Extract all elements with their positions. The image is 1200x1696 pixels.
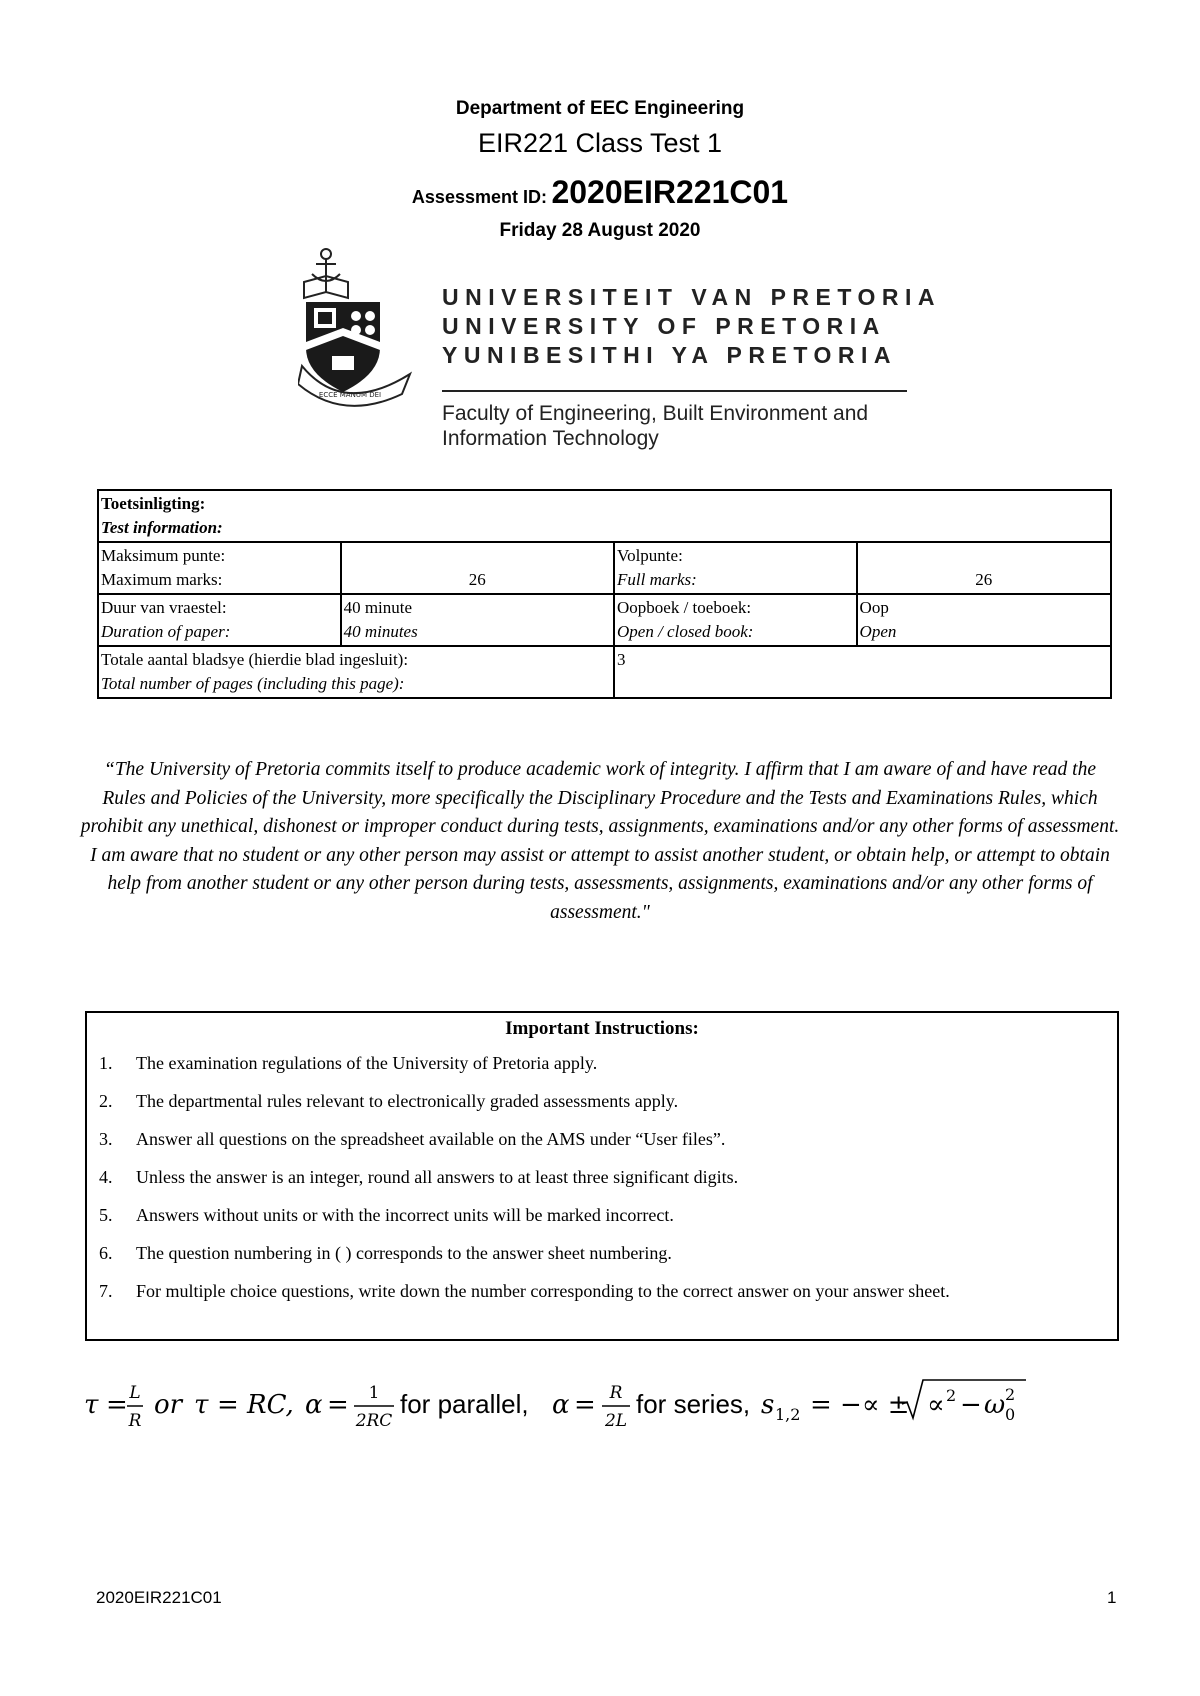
instructions-title: Important Instructions: [505,1018,699,1039]
test-info-heading-en: Test information: [101,518,223,537]
formula-for-series: for series, [636,1389,751,1419]
test-info-heading-af: Toetsinligting: [101,494,206,513]
assessment-id-line [0,174,1200,211]
formula-R-denominator: R [128,1411,142,1431]
formula-2L-denominator: 2L [604,1411,628,1431]
formula-or: or [154,1390,183,1420]
list-item-text: The departmental rules relevant to electronically graded assessments apply. [136,1091,679,1111]
full-marks-label-en: Full marks: [617,570,697,589]
formula-rhs: = −∝ ± [810,1390,910,1420]
table-row [98,490,1111,542]
formula-svg [84,1374,1124,1438]
duration-value-en: 40 minutes [343,622,418,641]
table-cell [98,594,341,646]
max-marks-label-af: Maksimum punte: [101,546,226,565]
formula-RC: RC, [247,1390,294,1420]
formula-one-numerator: 1 [368,1383,380,1403]
course-title: EIR221 Class Test 1 [477,128,723,158]
formula-s-subscript: 1,2 [775,1405,801,1424]
important-instructions-box [85,1011,1119,1341]
formula-omega-superscript: 2 [1005,1385,1016,1404]
university-name-afrikaans: UNIVERSITEIT VAN PRETORIA [442,284,942,310]
list-item [99,1241,1109,1265]
integrity-declaration: “The University of Pretoria commits itself to produce academic work of integrity. I affirm that I am aware of and have read the Rules and Policies of the University, more specifically the Disciplinary Procedure and the Tests and Examinations Rules, which prohibit any unethical, dishonest or improper conduct during tests, assignments, examinations and/or any other forms of assessment. I am aware that no student or any other person may assist or attempt to assist another student, or obtain help, or attempt to obtain help from another student or any other person during tests, assessments, assignments, examinations and/or any other forms of assessment." [80,759,1120,923]
table-row [98,594,1111,646]
test-information-table [97,489,1112,699]
table-row [98,542,1111,594]
formula-omega: ω [984,1390,1006,1420]
faculty-line-2: Information Technology [442,427,659,450]
assessment-id-value: 2020EIR221C01 [551,174,789,210]
pages-label-en: Total number of pages (including this page): [101,674,405,693]
formula-tau: τ [84,1390,99,1420]
list-item-number: 7. [99,1281,113,1301]
table-cell [98,542,341,594]
table-cell [614,542,857,594]
full-marks-label-af: Volpunte: [617,546,683,565]
assessment-id-label: Assessment ID: [411,187,547,207]
duration-label-en: Duration of paper: [101,622,231,641]
duration-value-af: 40 minute [343,598,413,617]
formula-radicand-alpha: ∝ [927,1390,945,1420]
university-crest-logo [298,244,418,412]
list-item [99,1051,1109,1075]
logo-divider [442,390,907,392]
book-icon [304,276,348,298]
list-item-text: Answers without units or with the incorrect units will be marked incorrect. [136,1205,674,1225]
max-marks-label-en: Maximum marks: [101,570,223,589]
formula-minus: − [960,1390,982,1420]
list-item-number: 4. [99,1167,113,1187]
book-label-af: Oopboek / toeboek: [617,598,752,617]
table-row [98,646,1111,698]
book-value-en: Open [859,622,897,641]
department-name: Department of EEC Engineering [455,98,745,119]
formula-alpha-squared: 2 [946,1386,957,1405]
pages-label-af: Totale aantal bladsye (hierdie blad ingesluit): [101,650,409,669]
table-cell [98,646,614,698]
formula-2RC-denominator: 2RC [355,1411,393,1431]
formula-L-numerator: L [129,1383,141,1403]
shield-icon [306,302,380,392]
list-item-text: Answer all questions on the spreadsheet available on the AMS under “User files”. [136,1129,726,1149]
formula-for-parallel: for parallel, [400,1389,529,1419]
formula-equals: = [327,1390,349,1420]
formula-alpha: α [305,1390,323,1420]
list-item-text: The examination regulations of the University of Pretoria apply. [136,1053,598,1073]
list-item-text: The question numbering in ( ) corresponds to the answer sheet numbering. [136,1243,672,1263]
book-label-en: Open / closed book: [617,622,754,641]
footer-page-number: 1 [1107,1588,1117,1607]
footer-document-id: 2020EIR221C01 [96,1588,222,1607]
formula-equals: = [106,1390,128,1420]
list-item-number: 1. [99,1053,113,1073]
motto-text: ECCE MANUM DEI [318,391,382,399]
formula-R-numerator: R [609,1383,623,1403]
test-date: Friday 28 August 2020 [499,220,701,241]
formula-tau: τ [194,1390,209,1420]
formula-equals: = [574,1390,596,1420]
list-item [99,1203,1109,1227]
max-marks-value: 26 [341,542,614,594]
list-item [99,1127,1109,1151]
book-value-af: Oop [859,598,889,617]
formula-alpha: α [552,1390,570,1420]
formula-s: s [761,1390,775,1420]
table-cell [98,490,1111,542]
university-name-sepedi: YUNIBESITHI YA PRETORIA [442,342,897,368]
formula-line [84,1374,1124,1438]
table-cell [857,594,1111,646]
list-item-number: 2. [99,1091,113,1111]
list-item-number: 6. [99,1243,113,1263]
university-name-english: UNIVERSITY OF PRETORIA [442,313,886,339]
duration-label-af: Duur van vraestel: [101,598,227,617]
list-item [99,1165,1109,1189]
formula-equals: = [217,1390,239,1420]
list-item-text: For multiple choice questions, write down the number corresponding to the correct answer on your answer sheet. [136,1281,950,1301]
list-item-number: 5. [99,1205,113,1225]
faculty-line-1: Faculty of Engineering, Built Environment and [442,402,869,425]
list-item [99,1089,1109,1113]
pages-value: 3 [614,646,1111,698]
list-item [99,1279,1109,1303]
full-marks-value: 26 [857,542,1111,594]
table-cell [341,594,614,646]
list-item-number: 3. [99,1129,113,1149]
formula-omega-subscript: 0 [1005,1405,1016,1424]
list-item-text: Unless the answer is an integer, round all answers to at least three significant digits. [136,1167,739,1187]
table-cell [614,594,857,646]
